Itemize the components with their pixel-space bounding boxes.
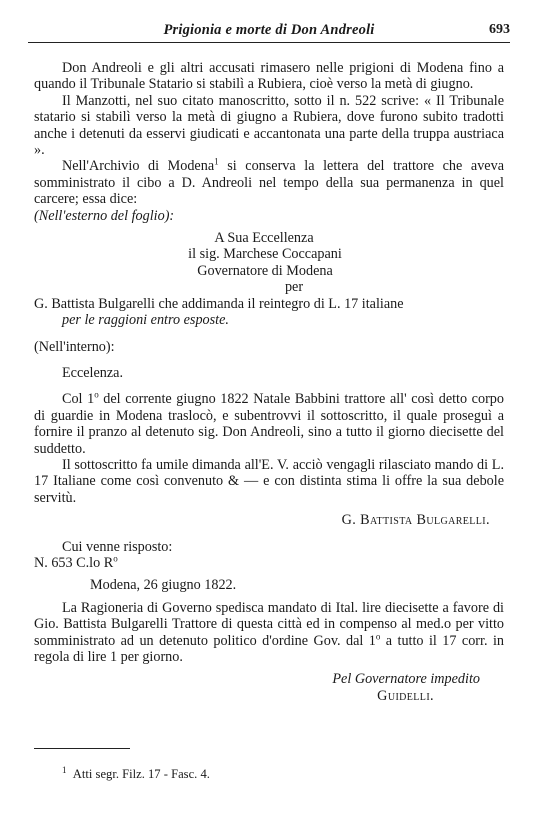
reply-text-start: La Ragioneria di Governo spedisca mandato di Ital. lire diecisette a favore di Gio. Battista Bulgarelli Trattore di questa città ed in compenso al med.o per vitto somministrato ad un detenuto politico d'ordine Gov. dal 1 xyxy=(34,599,504,649)
reply-date: Modena, 26 giugno 1822. xyxy=(90,577,237,594)
reply-ordinal: o xyxy=(375,630,381,641)
paragraph-rubiera: Don Andreoli e gli altri accusati rimasero nelle prigioni di Modena fino a quando il Tribunale Statario si stabilì a Rubiera, cioè verso la metà di giugno. xyxy=(34,60,504,93)
address-line-2: il sig. Marchese Coccapani xyxy=(188,246,342,263)
reply-text-end: a tutto il 17 corr. in regola di lire 1 per giorno. xyxy=(34,632,504,665)
petitioner-line: G. Battista Bulgarelli che addimanda il reintegro di L. 17 italiane xyxy=(34,295,404,312)
footnote xyxy=(62,766,210,782)
page-body xyxy=(34,60,504,704)
page-number: 693 xyxy=(489,22,510,37)
letter-signature: G. Battista Bulgarelli. xyxy=(341,512,490,529)
footnote-rule xyxy=(34,748,130,749)
address-line-1: A Sua Eccellenza xyxy=(214,230,314,247)
footnote-marker: 1 xyxy=(62,764,67,775)
running-title: Prigionia e morte di Don Andreoli xyxy=(163,22,375,38)
footnote-text: Atti segr. Filz. 17 - Fasc. 4. xyxy=(72,767,210,781)
protocol-number: N. 653 C.lo $R^o$ xyxy=(34,553,118,571)
letter-p1-end: del corrente giugno 1822 Natale Babbini trattore all' così detto corpo di guardie in Modena traslocò, e subentrovvi il sottoscritto, il quale proseguì a fornire il pranzo al detenuto sig. Don Andreoli, sino a tutto il giorno diecisette del suddetto. xyxy=(34,391,504,457)
paragraph-archive xyxy=(34,158,504,207)
address-line-3: Governatore di Modena xyxy=(197,262,333,279)
letter-salutation: Eccelenza. xyxy=(62,364,124,381)
letter-paragraph-1 xyxy=(34,391,504,457)
letter-paragraph-2: Il sottoscritto fa umile dimanda all'E. V. acciò vengagli rilasciato mando di L. 17 Italiane come così convenuto & — e con distinta stima li offre la sua debole servitù. xyxy=(34,456,504,506)
paragraph-manzotti-intro xyxy=(34,93,504,159)
manzotti-quote: « Il Tribunale statario si stabilì verso la metà di giugno a Rubiera, dove furono subito tradotti anche i detenuti da esservi giudicati e accantonata una parte della truppa austriaca ». xyxy=(34,92,505,159)
archive-text-end: si conserva la lettera del trattore che aveva somministrato il cibo a D. Andreoli nel tempo della sua permanenza in quel carcere; essa dice: xyxy=(34,158,504,208)
reply-signature-name: Guidelli. xyxy=(377,687,434,704)
interior-note: (Nell'interno): xyxy=(34,338,115,355)
address-line-4: per xyxy=(284,279,304,296)
reply-intro: Cui venne risposto: xyxy=(62,538,173,555)
reply-paragraph xyxy=(34,600,504,666)
ordinal-mark: o xyxy=(94,389,99,400)
page-header xyxy=(28,22,510,43)
exterior-note: (Nell'esterno del foglio): xyxy=(34,207,175,224)
manzotti-citation: Il Manzotti, nel suo citato manoscritto, sotto il n. 522 scrive: xyxy=(62,92,420,109)
reply-signature-title: Pel Governatore impedito xyxy=(332,671,480,688)
petition-reason: per le raggioni entro esposte. xyxy=(62,312,229,329)
archive-text-start: Nell'Archivio di Modena xyxy=(62,158,215,175)
footnote-ref: 1 xyxy=(214,156,219,167)
letter-p1-start: Col 1 xyxy=(62,391,95,408)
